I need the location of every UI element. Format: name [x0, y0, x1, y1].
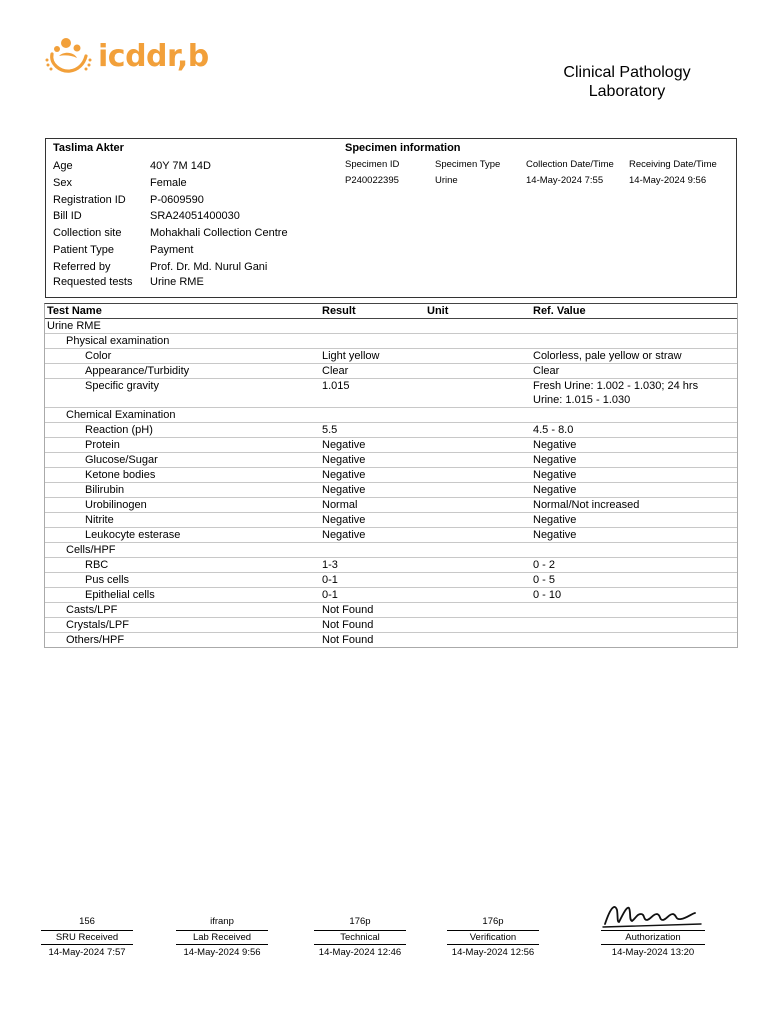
header-ref-value: Ref. Value — [533, 305, 586, 317]
test-result: Negative — [322, 454, 366, 466]
field-label: Age — [53, 160, 73, 172]
test-name: Others/HPF — [66, 634, 125, 646]
signature-datetime: 14-May-2024 12:56 — [451, 947, 535, 958]
table-row — [45, 498, 737, 513]
test-name: Protein — [85, 439, 120, 451]
signature-code: ifranp — [210, 916, 234, 927]
test-name: Pus cells — [85, 574, 130, 586]
test-name: Ketone bodies — [85, 469, 156, 481]
specimen-collection-value: 14-May-2024 7:55 — [526, 175, 604, 186]
field-label: Patient Type — [53, 244, 114, 256]
field-label: Sex — [53, 177, 72, 189]
test-ref-value: Negative — [533, 484, 577, 496]
test-ref-value-line2: Urine: 1.015 - 1.030 — [533, 394, 631, 406]
test-ref-value: 0 - 10 — [533, 589, 562, 601]
test-name: Bilirubin — [85, 484, 125, 496]
field-value: Prof. Dr. Md. Nurul Gani — [150, 261, 268, 273]
specimen-header-type: Specimen Type — [435, 159, 501, 170]
test-name: Color — [85, 350, 112, 362]
test-result: Not Found — [322, 619, 374, 631]
test-result: Not Found — [322, 604, 374, 616]
test-result: Normal — [322, 499, 358, 511]
signature-code: 156 — [79, 916, 95, 927]
field-value: Female — [150, 177, 187, 189]
table-row — [45, 319, 737, 334]
signature-datetime: 14-May-2024 13:20 — [611, 947, 695, 958]
lab-title-line1: Clinical Pathology — [563, 64, 691, 81]
field-value: Payment — [150, 244, 194, 256]
test-result: 0-1 — [322, 589, 338, 601]
results-header-row — [45, 304, 737, 319]
field-value: SRA24051400030 — [150, 210, 240, 222]
header-unit: Unit — [427, 305, 449, 317]
test-ref-value: 4.5 - 8.0 — [533, 424, 574, 436]
specimen-header-receiving: Receiving Date/Time — [629, 159, 717, 170]
signature-role: SRU Received — [41, 930, 133, 945]
table-row — [45, 573, 737, 588]
table-row — [45, 528, 737, 543]
table-row — [45, 334, 737, 349]
signature-sru-received — [41, 914, 133, 960]
test-ref-value: Colorless, pale yellow or straw — [533, 350, 682, 362]
test-name: Glucose/Sugar — [85, 454, 158, 466]
field-value: 40Y 7M 14D — [150, 160, 211, 172]
icddrb-logo — [44, 34, 209, 78]
table-row — [45, 618, 737, 633]
table-row — [45, 483, 737, 498]
field-value: Urine RME — [150, 276, 204, 288]
test-ref-value: Negative — [533, 529, 577, 541]
test-ref-value: 0 - 2 — [533, 559, 556, 571]
table-row — [45, 543, 737, 558]
test-result: 1-3 — [322, 559, 338, 571]
logo-text: icddr,b — [98, 38, 209, 74]
specimen-info-title: Specimen information — [345, 142, 461, 154]
specimen-header-collection: Collection Date/Time — [526, 159, 614, 170]
test-name: Specific gravity — [85, 380, 159, 392]
lab-title-line2: Laboratory — [588, 83, 666, 100]
test-ref-value: Negative — [533, 454, 577, 466]
table-row — [45, 364, 737, 379]
field-label: Registration ID — [53, 194, 126, 206]
test-result: Light yellow — [322, 350, 380, 362]
field-value: P-0609590 — [150, 194, 204, 206]
test-ref-value: Normal/Not increased — [533, 499, 640, 511]
section-name: Cells/HPF — [66, 544, 116, 556]
signature-role: Technical — [314, 930, 406, 945]
test-name: RBC — [85, 559, 109, 571]
signature-role: Authorization — [601, 930, 705, 945]
signature-icon — [601, 900, 705, 930]
signature-datetime: 14-May-2024 9:56 — [183, 947, 261, 958]
test-name: Urobilinogen — [85, 499, 147, 511]
signature-authorization — [601, 914, 705, 960]
test-ref-value: Negative — [533, 514, 577, 526]
field-label: Bill ID — [53, 210, 82, 222]
test-name: Urine RME — [47, 320, 101, 332]
signature-code: 176p — [349, 916, 371, 927]
field-label: Requested tests — [53, 276, 133, 288]
field-label: Collection site — [53, 227, 122, 239]
table-row — [45, 588, 737, 603]
test-ref-value: Clear — [533, 365, 560, 377]
header-result: Result — [322, 305, 356, 317]
signature-datetime: 14-May-2024 7:57 — [48, 947, 126, 958]
test-name: Reaction (pH) — [85, 424, 153, 436]
handwritten-signature — [601, 914, 705, 930]
field-label: Referred by — [53, 261, 111, 273]
specimen-header-id: Specimen ID — [345, 159, 400, 170]
test-ref-value: Fresh Urine: 1.002 - 1.030; 24 hrs — [533, 380, 699, 392]
field-value: Mohakhali Collection Centre — [150, 227, 288, 239]
test-ref-value: Negative — [533, 469, 577, 481]
table-row — [45, 558, 737, 573]
patient-name: Taslima Akter — [53, 142, 124, 154]
table-row — [45, 349, 737, 364]
test-name: Nitrite — [85, 514, 114, 526]
test-name: Appearance/Turbidity — [85, 365, 190, 377]
signature-lab-received — [176, 914, 268, 960]
specimen-type-value: Urine — [435, 175, 458, 186]
signature-role: Lab Received — [176, 930, 268, 945]
test-result: 5.5 — [322, 424, 338, 436]
test-result: Negative — [322, 514, 366, 526]
test-result: Not Found — [322, 634, 374, 646]
signature-code: 176p — [482, 916, 504, 927]
table-row — [45, 453, 737, 468]
header-test-name: Test Name — [47, 305, 102, 317]
test-result: Negative — [322, 484, 366, 496]
test-ref-value: Negative — [533, 439, 577, 451]
test-result: 1.015 — [322, 380, 350, 392]
icddrb-logo-icon — [44, 34, 94, 78]
test-name: Crystals/LPF — [66, 619, 129, 631]
specimen-receiving-value: 14-May-2024 9:56 — [629, 175, 707, 186]
table-row — [45, 603, 737, 618]
signature-datetime: 14-May-2024 12:46 — [318, 947, 402, 958]
test-ref-value: 0 - 5 — [533, 574, 556, 586]
signature-role: Verification — [447, 930, 539, 945]
section-name: Physical examination — [66, 335, 170, 347]
section-name: Chemical Examination — [66, 409, 176, 421]
test-result: Clear — [322, 365, 349, 377]
test-name: Casts/LPF — [66, 604, 118, 616]
test-name: Leukocyte esterase — [85, 529, 181, 541]
table-row — [45, 379, 737, 408]
signature-verification — [447, 914, 539, 960]
test-result: Negative — [322, 529, 366, 541]
test-result: Negative — [322, 439, 366, 451]
test-result: Negative — [322, 469, 366, 481]
table-row — [45, 468, 737, 483]
results-table — [44, 303, 738, 648]
signature-technical — [314, 914, 406, 960]
specimen-id-value: P240022395 — [345, 175, 399, 186]
table-row — [45, 438, 737, 453]
table-row — [45, 633, 737, 647]
table-row — [45, 408, 737, 423]
test-name: Epithelial cells — [85, 589, 155, 601]
table-row — [45, 423, 737, 438]
patient-info-box — [45, 138, 737, 298]
test-result: 0-1 — [322, 574, 338, 586]
table-row — [45, 513, 737, 528]
lab-title — [520, 63, 734, 101]
